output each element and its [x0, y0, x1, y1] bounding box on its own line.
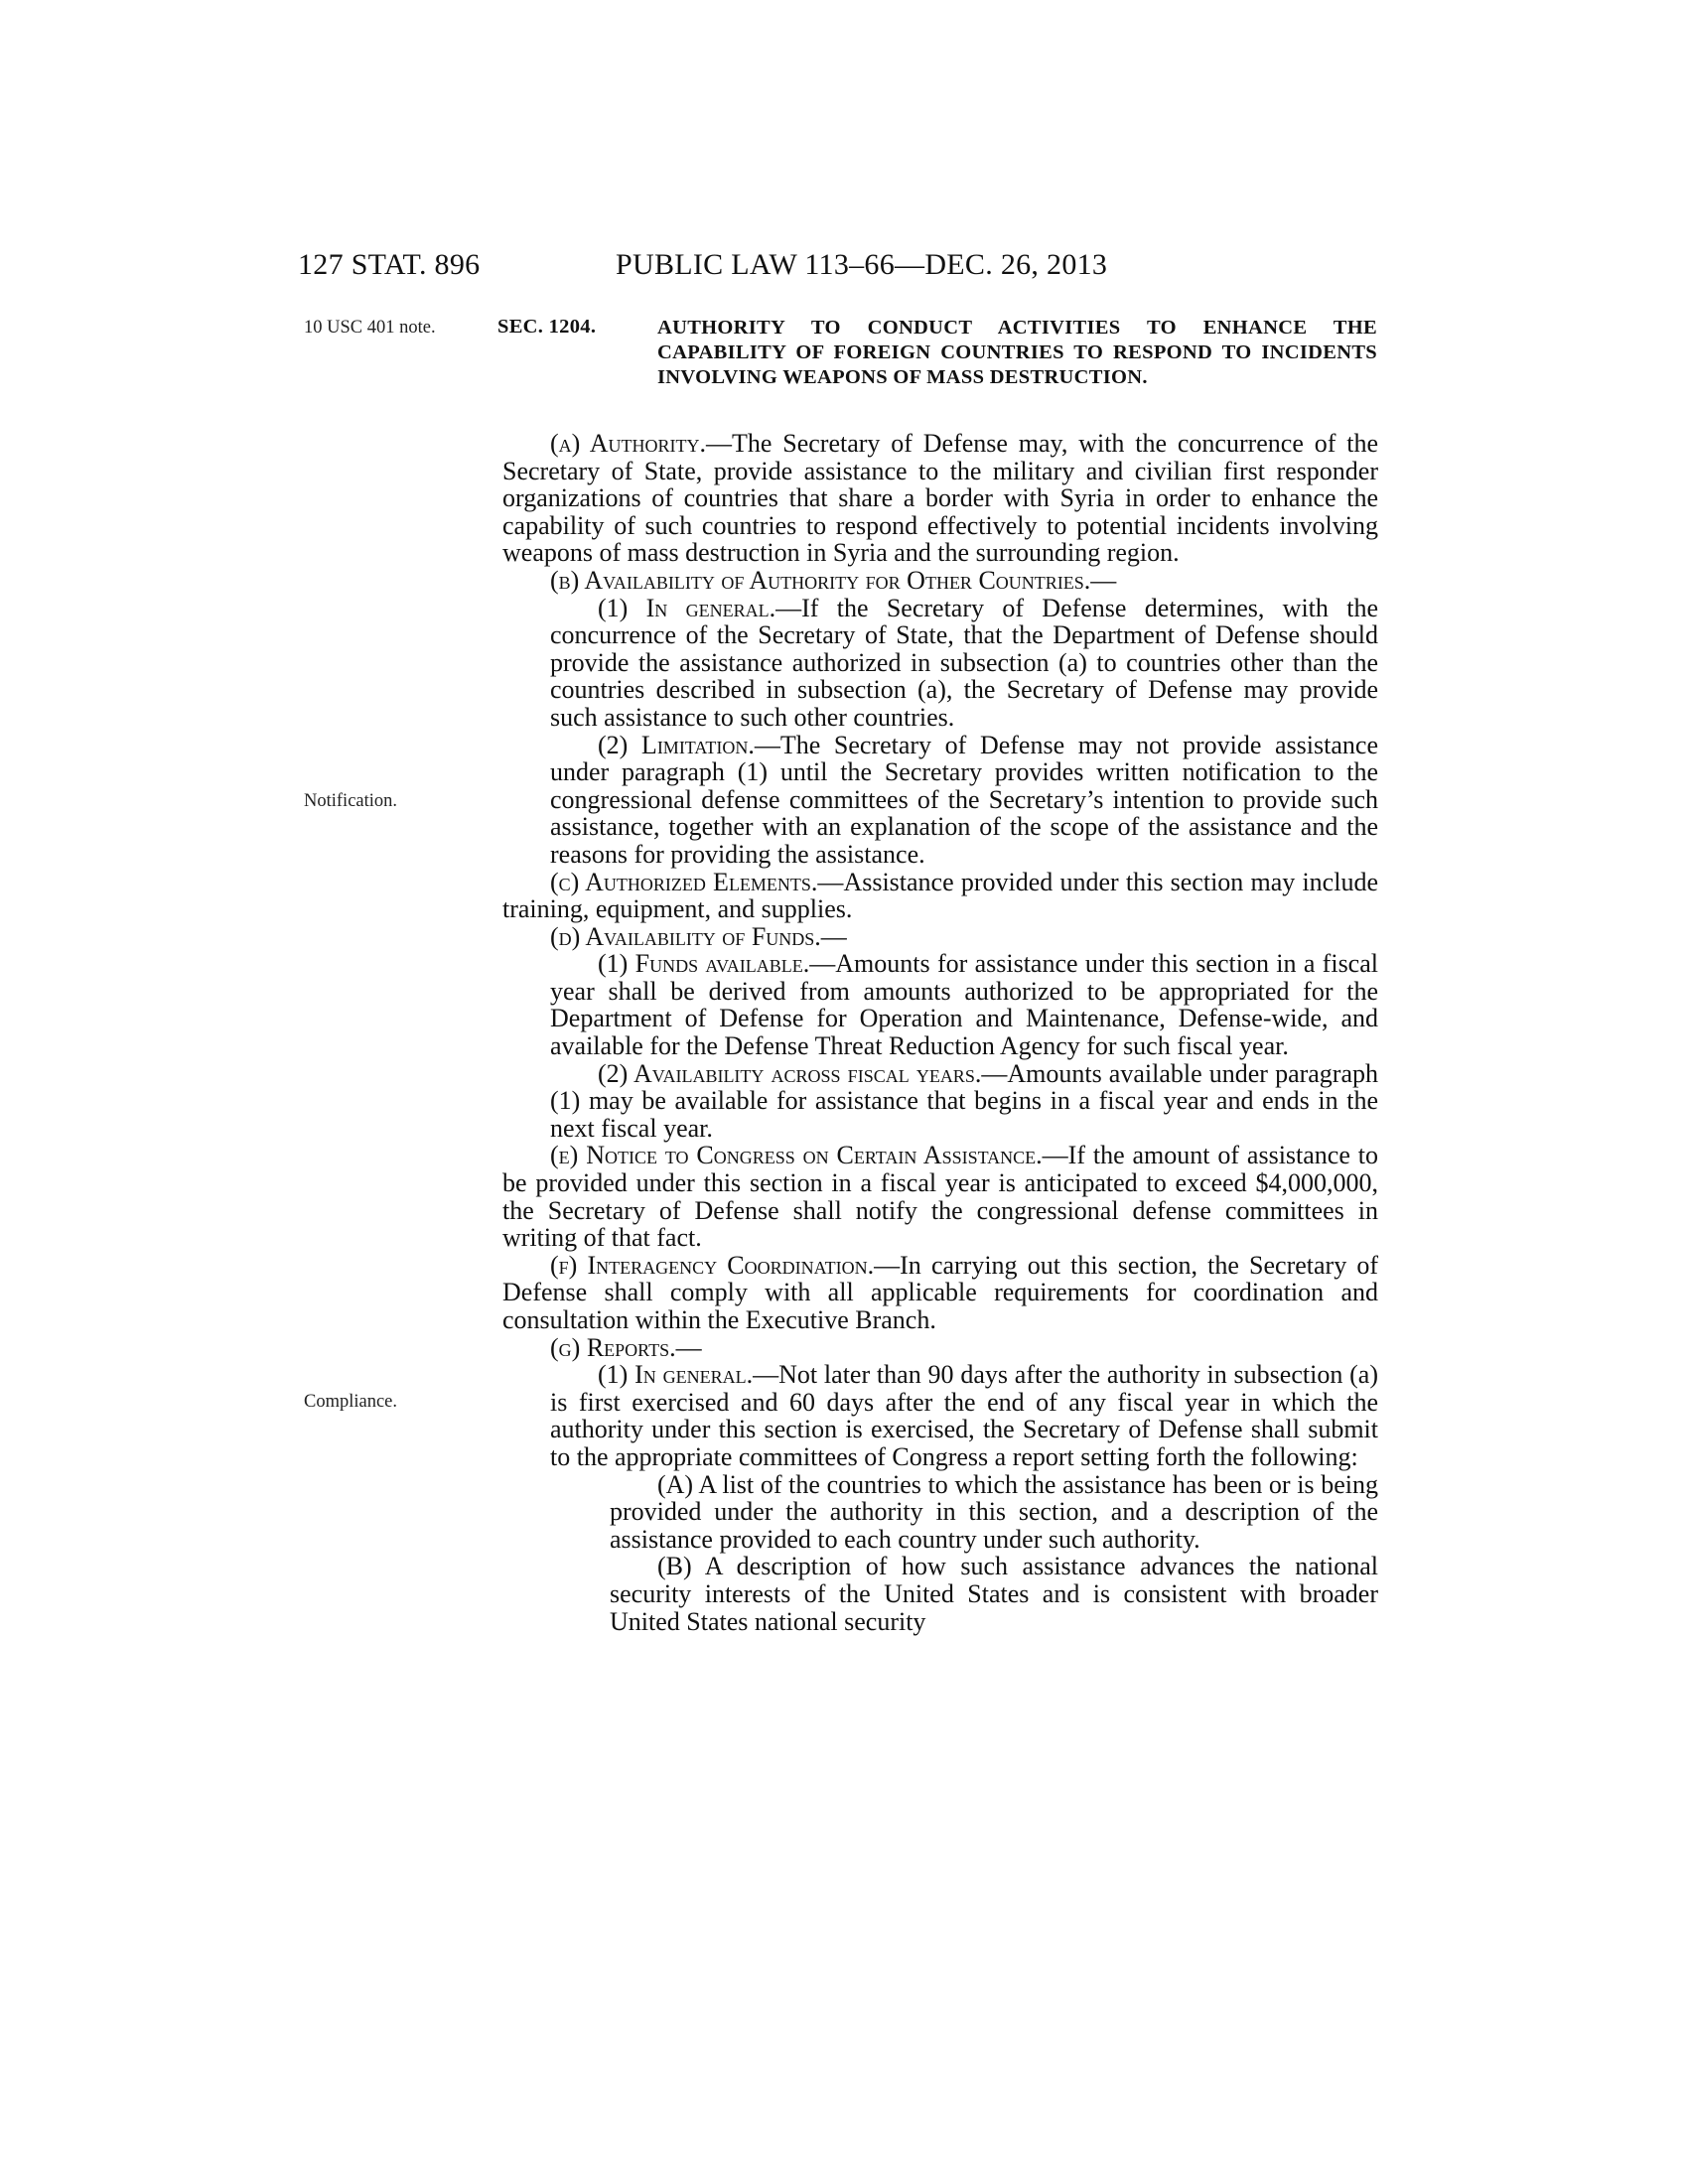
paragraph-d1 — [502, 950, 1378, 1059]
paragraph-g1-B: (B) A description of how such assistance advances the national security interests of the United States and is consistent with broader United States national security — [610, 1552, 1378, 1636]
paragraph-f — [502, 1252, 1378, 1334]
paragraph-a-text: The Secretary of Defense may, with the concurrence of the Secretary of State, provide assistance to the military and civilian first responder organizations of countries that share a border with Syria in order to enhance the capability of such countries to respond effectively to potential incidents involving weapons of mass destruction in Syria and the surrounding region. — [502, 429, 1378, 568]
paragraph-d2 — [502, 1060, 1378, 1143]
margin-note-notification: Notification. — [304, 791, 398, 811]
paragraph-b1-heading: (1) In general.— — [598, 593, 802, 622]
margin-note-usc: 10 USC 401 note. — [304, 318, 436, 338]
paragraph-d1-text: Amounts for assistance under this section in a fiscal year shall be derived from amounts authorized to be appropriated for the Department of Defense for Operation and Maintenance, Defense-wide, and available for the Defense Threat Reduction Agency for such fiscal year. — [550, 949, 1378, 1061]
paragraph-f-heading: (f) Interagency Coordination.— — [550, 1250, 901, 1280]
paragraph-c-heading: (c) Authorized Elements.— — [550, 867, 844, 896]
margin-note-compliance: Compliance. — [304, 1392, 398, 1412]
paragraph-f-text: In carrying out this section, the Secretary of Defense shall comply with all applicable requirements for coordination and consultation within the Executive Branch. — [502, 1250, 1379, 1334]
paragraph-e — [502, 1142, 1378, 1251]
paragraph-g1-text: Not later than 90 days after the authority in subsection (a) is first exercised and 60 days after the end of any fiscal year in which the authority under this section is exercised, the Secretary of Defense shall submit to the appropriate committees of Congress a report setting forth the following: — [550, 1360, 1378, 1471]
paragraph-c-text: Assistance provided under this section may include training, equipment, and supplies. — [502, 867, 1378, 924]
paragraph-b2 — [502, 732, 1378, 869]
paragraph-d — [502, 923, 1378, 951]
section-title: AUTHORITY TO CONDUCT ACTIVITIES TO ENHANCE THE CAPABILITY OF FOREIGN COUNTRIES TO RESPOND TO INCIDENTS INVOLVING WEAPONS OF MASS DESTRUCTION. — [657, 317, 1377, 388]
section-number: SEC. 1204. — [497, 316, 597, 338]
paragraph-c — [502, 869, 1378, 923]
paragraph-g — [502, 1334, 1378, 1362]
paragraph-g1-A: (A) A list of the countries to which the assistance has been or is being provided under the authority in this section, and a description of the assistance provided to each country under such authority. — [610, 1469, 1378, 1554]
paragraph-b-heading: (b) Availability of Authority for Other Countries.— — [550, 565, 1117, 595]
paragraph-a-heading: (a) Authority.— — [550, 429, 732, 458]
public-law-header: PUBLIC LAW 113–66—DEC. 26, 2013 — [616, 248, 1108, 281]
paragraph-e-text: If the amount of assistance to be provided under this section in a fiscal year is anticipated to exceed $4,000,000, the Secretary of Defense shall notify the congressional defense committees in writing of that fact. — [502, 1141, 1378, 1253]
paragraph-e-heading: (e) Notice to Congress on Certain Assistance.— — [550, 1141, 1068, 1170]
paragraph-d-heading: (d) Availability of Funds.— — [550, 921, 847, 951]
paragraph-b — [502, 567, 1378, 595]
paragraph-a — [502, 430, 1378, 567]
paragraph-g1-heading: (1) In general.— — [598, 1360, 779, 1390]
paragraph-b1 — [502, 595, 1378, 732]
paragraph-b1-text: If the Secretary of Defense determines, with the concurrence of the Secretary of State, that the Department of Defense should provide the assistance authorized in subsection (a) to countries other than the countries described in subsection (a), the Secretary of Defense may provide such assistance to such other countries. — [550, 593, 1378, 732]
paragraph-g-heading: (g) Reports.— — [550, 1332, 702, 1362]
paragraph-b2-text: The Secretary of Defense may not provide assistance under paragraph (1) until the Secretary provides written notification to the congressional defense committees of the Secretary’s intention to provide such assistance, together with an explanation of the scope of the assistance and the reasons for providing the assistance. — [550, 730, 1378, 869]
paragraph-d2-heading: (2) Availability across fiscal years.— — [598, 1058, 1008, 1088]
section-body — [502, 430, 1378, 1635]
stat-page-number: 127 STAT. 896 — [298, 248, 481, 281]
paragraph-g1 — [502, 1361, 1378, 1470]
paragraph-d1-heading: (1) Funds available.— — [598, 949, 836, 979]
paragraph-b2-heading: (2) Limitation.— — [598, 730, 780, 759]
paragraph-d2-text: Amounts available under paragraph (1) may be available for assistance that begins in a fiscal year and ends in the next fiscal year. — [550, 1058, 1378, 1143]
